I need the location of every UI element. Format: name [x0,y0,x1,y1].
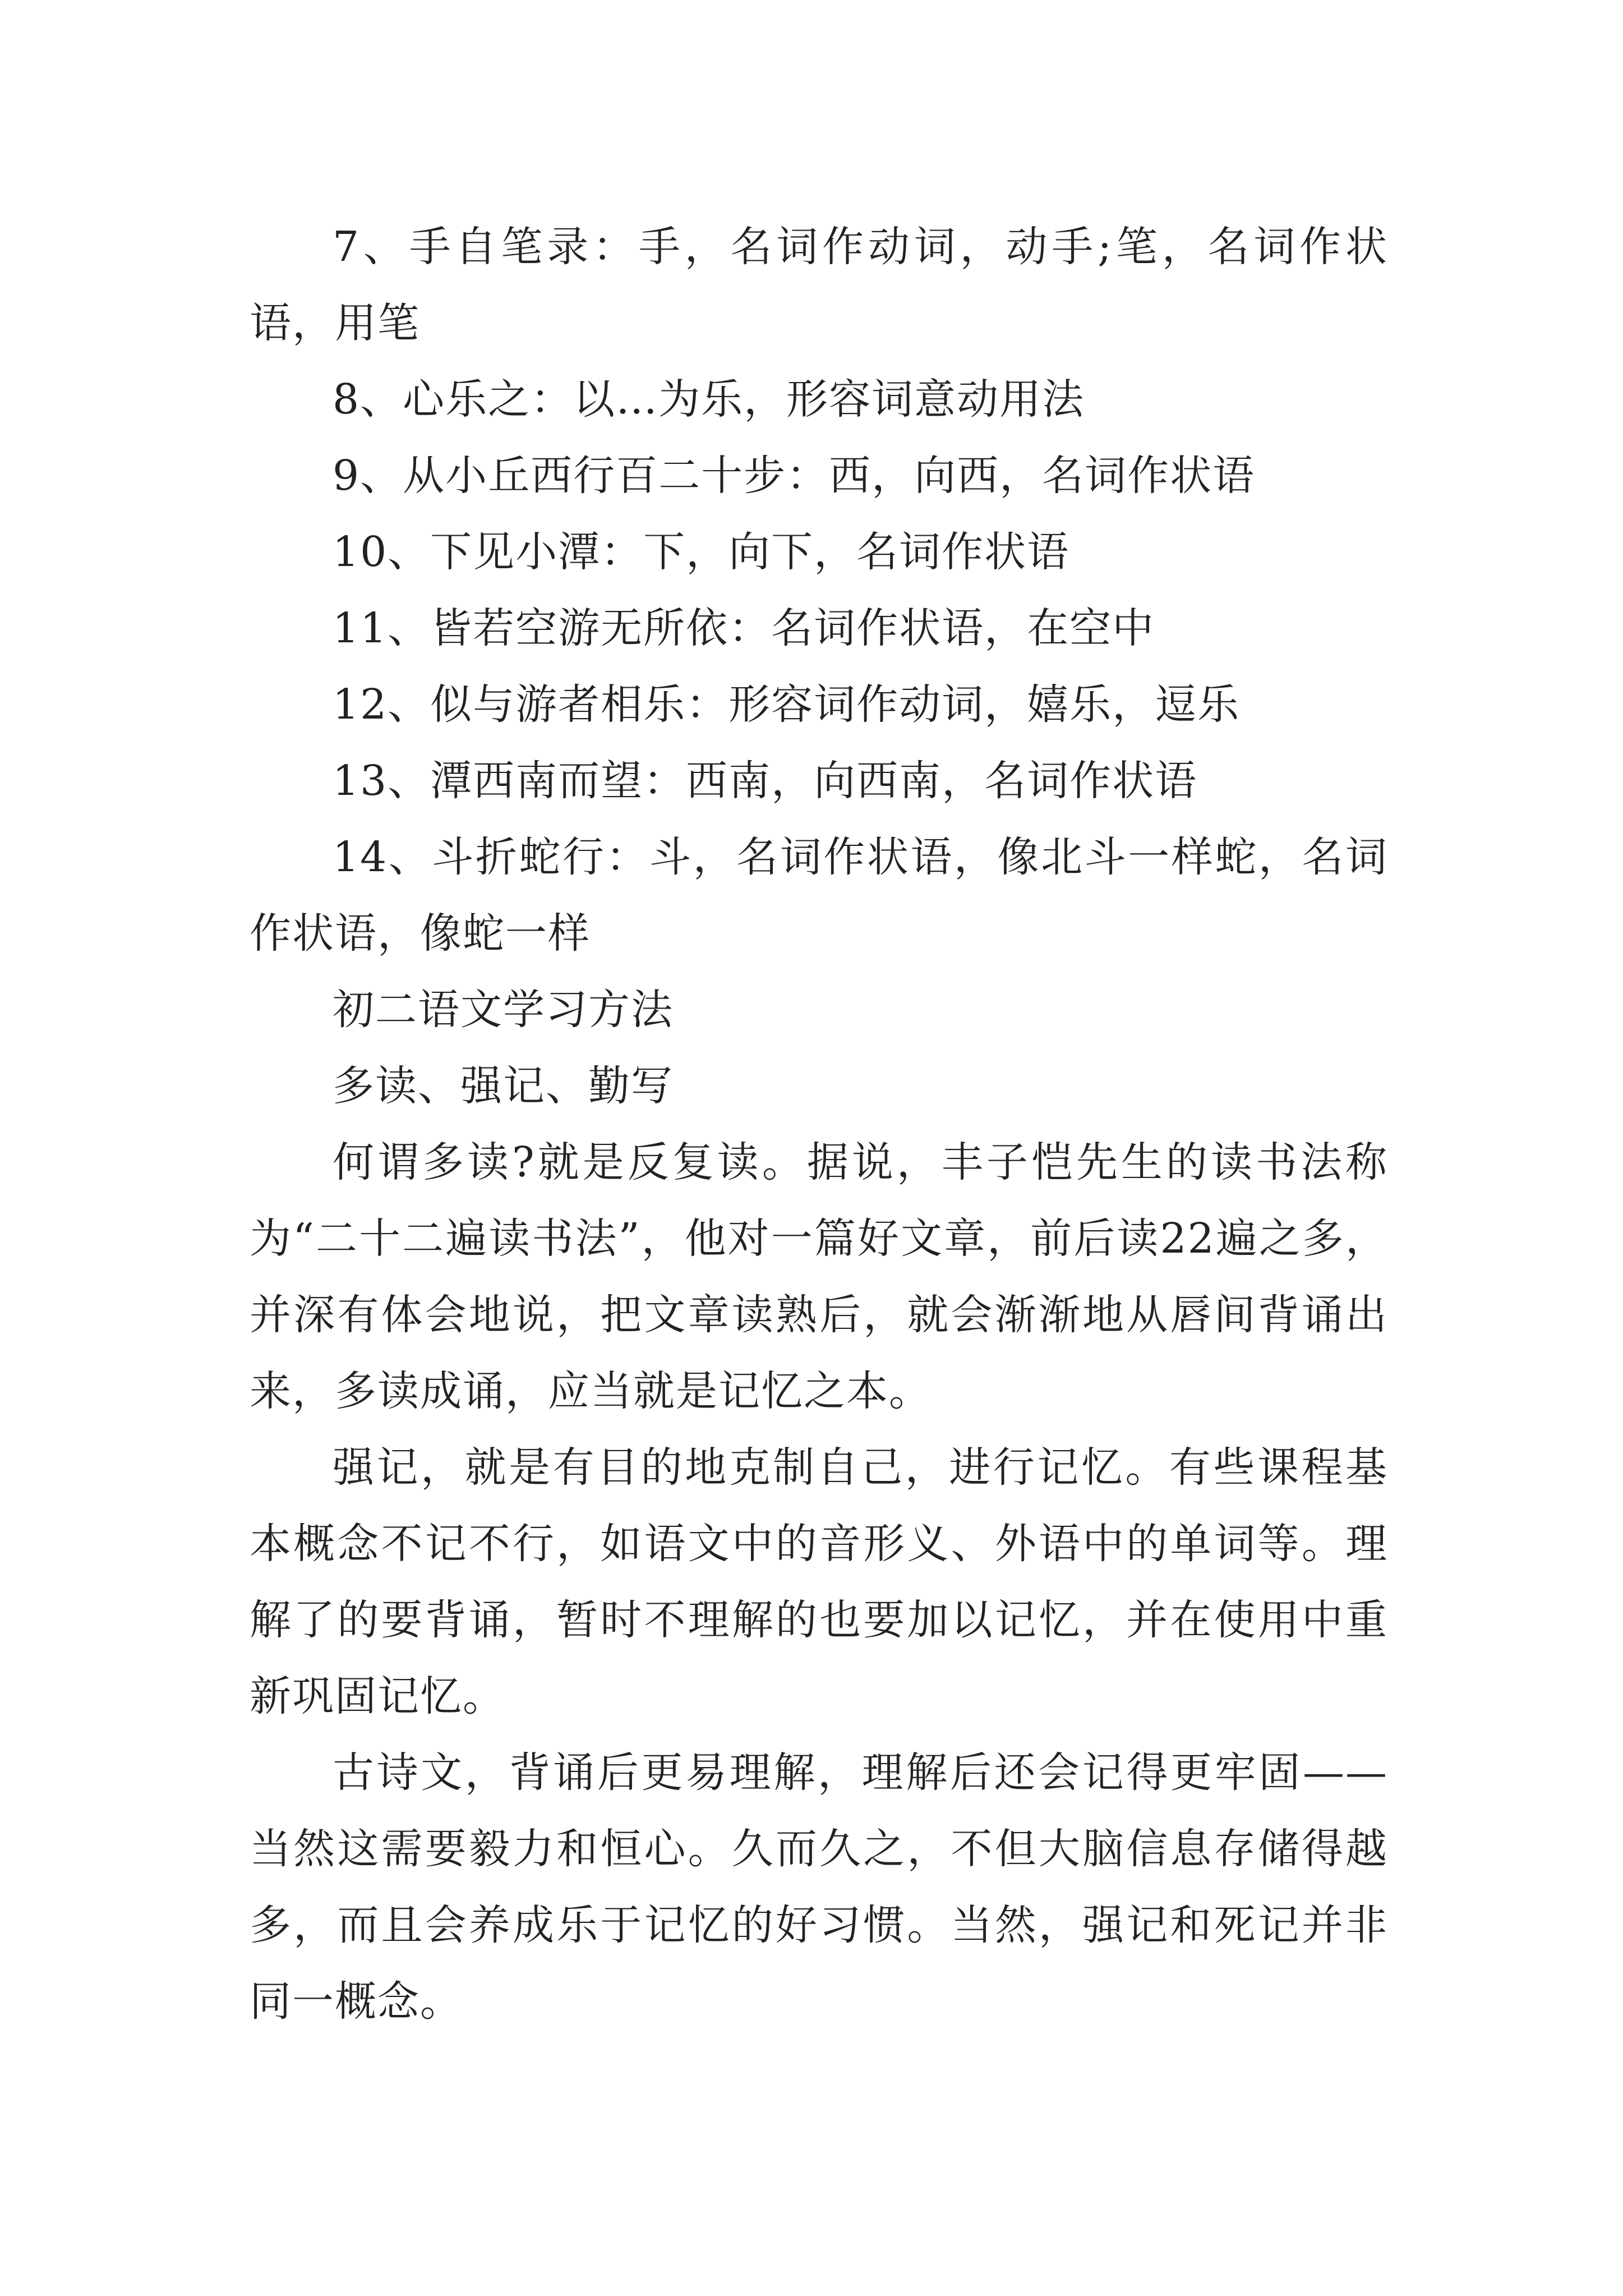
paragraph-item-13: 13、潭西南而望：西南，向西南，名词作状语 [333,757,1198,805]
paragraph-item-11: 11、皆若空游无所依：名词作状语，在空中 [333,604,1155,652]
paragraph-item-9: 9、从小丘西行百二十步：西，向西，名词作状语 [333,452,1256,500]
document-body [250,209,1388,2040]
paragraph-item-14: 14、斗折蛇行：斗，名词作状语，像北斗一样蛇，名词作状语，像蛇一样 [250,833,1388,958]
paragraph-item-8: 8、心乐之：以…为乐，形容词意动用法 [333,375,1085,424]
paragraph-item-7: 7、手自笔录：手，名词作动词，动手;笔，名词作状语，用笔 [250,223,1388,347]
section-heading: 初二语文学习方法 [333,986,674,1034]
paragraph-item-12: 12、似与游者相乐：形容词作动词，嬉乐，逗乐 [333,680,1241,729]
section-subheading: 多读、强记、勤写 [333,1062,674,1110]
paragraph-read-more: 何谓多读?就是反复读。据说，丰子恺先生的读书法称为“二十二遍读书法”，他对一篇好文章，前后读22遍之多，并深有体会地说，把文章读熟后，就会渐渐地从唇间背诵出来，多读成诵，应当就是记忆之本。 [250,1138,1388,1415]
paragraph-memorize: 强记，就是有目的地克制自己，进行记忆。有些课程基本概念不记不行，如语文中的音形义、外语中的单词等。理解了的要背诵，暂时不理解的也要加以记忆，并在使用中重新巩固记忆。 [250,1443,1388,1720]
paragraph-ancient-poetry: 古诗文，背诵后更易理解，理解后还会记得更牢固——当然这需要毅力和恒心。久而久之，不但大脑信息存储得越多，而且会养成乐于记忆的好习惯。当然，强记和死记并非同一概念。 [250,1749,1388,2026]
paragraph-item-10: 10、下见小潭：下，向下，名词作状语 [333,528,1070,576]
